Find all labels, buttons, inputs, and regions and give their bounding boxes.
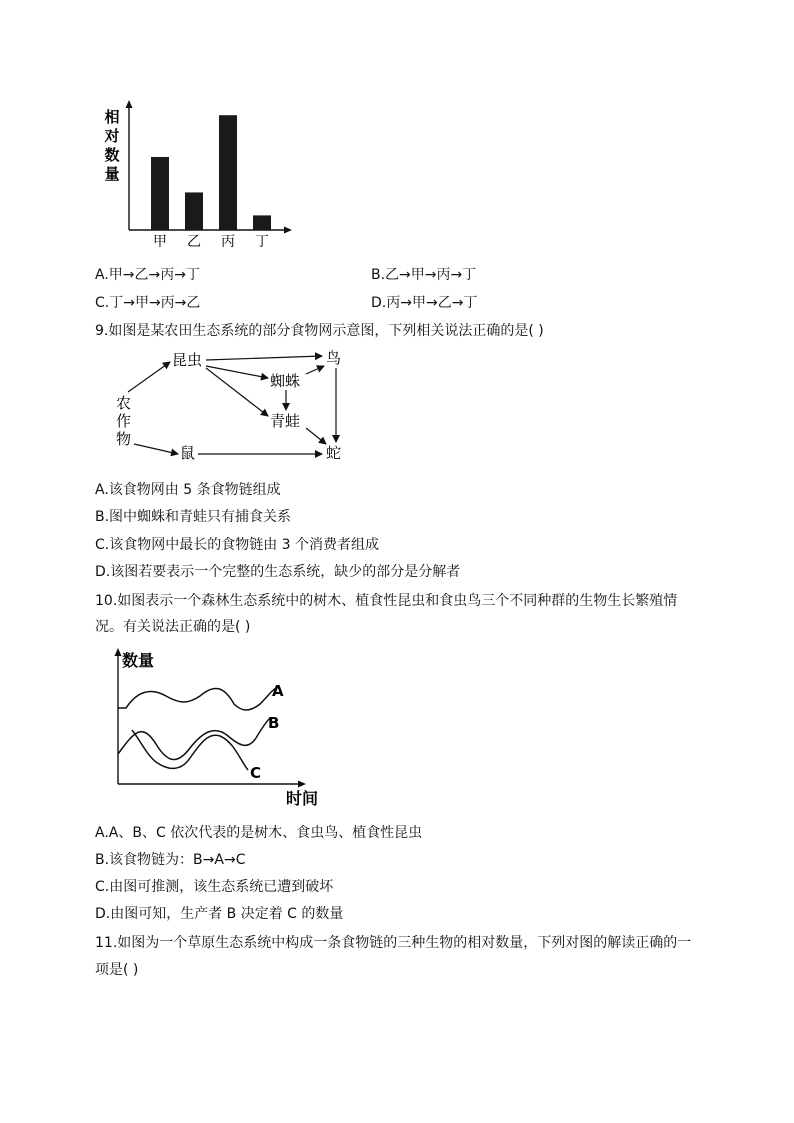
q10-curve-a-label: A [272,682,284,700]
q8-y-label-char-4: 量 [104,165,120,183]
q8-y-axis-arrow [126,100,133,108]
q9-arrow-spider-bird [306,366,324,374]
q8-y-label-char-2: 对 [104,127,120,145]
q9-arrow-crop-insect [128,362,170,392]
q8-x-axis-arrow [284,227,292,234]
q10-curve-c-label: C [250,764,262,782]
q8-bar-3 [219,115,237,230]
q8-bar-chart [95,100,315,250]
q8-category-label-3: 丙 [221,234,235,250]
q11-stem-line-1: 11.如图为一个草原生态系统中构成一条食物链的三种生物的相对数量，下列对图的解读正确的一 [95,935,692,951]
q9-stem: 9.如图是某农田生态系统的部分食物网示意图，下列相关说法正确的是( ) [95,323,544,339]
q8-option-b: B.乙→甲→丙→丁 [371,267,477,283]
q10-curve-b-label: B [268,714,280,732]
q8-option-c: C.丁→甲→丙→乙 [95,295,201,311]
q9-node-insect: 昆虫 [172,351,203,369]
q9-node-snake: 蛇 [326,444,342,462]
q9-option-b: B.图中蜘蛛和青蛙只有捕食关系 [95,509,292,525]
q10-stem-line-1: 10.如图表示一个森林生态系统中的树木、植食性昆虫和食虫鸟三个不同种群的生物生长繁殖情 [95,593,678,609]
q8-category-label-1: 甲 [153,234,167,250]
q10-population-graph [100,646,340,808]
q10-option-b: B.该食物链为：B→A→C [95,852,246,868]
q8-y-label-char-3: 数 [104,146,120,164]
q9-option-a: A.该食物网由 5 条食物链组成 [95,482,281,498]
q9-arrow-insect-spider [206,366,268,378]
q10-x-axis-arrow [298,781,306,788]
q10-option-a: A.A、B、C 依次代表的是树木、食虫鸟、植食性昆虫 [95,825,423,841]
q8-option-a: A.甲→乙→丙→丁 [95,267,200,283]
q9-node-mouse: 鼠 [180,444,196,462]
q9-arrow-insect-frog [206,368,268,416]
q9-node-crop-3: 物 [116,430,132,448]
q10-y-axis-arrow [115,648,122,656]
q10-x-axis-label: 时间 [286,789,319,808]
q8-option-d: D.丙→甲→乙→丁 [371,295,478,311]
q11-stem-line-2: 项是( ) [95,962,139,978]
q9-arrow-crop-mouse [134,444,178,454]
q8-bar-4 [253,215,271,230]
q8-category-label-2: 乙 [187,234,201,250]
q8-y-axis-label [103,108,119,183]
q10-curve-a [118,688,276,710]
q9-option-d: D.该图若要表示一个完整的生态系统，缺少的部分是分解者 [95,564,461,580]
q10-option-d: D.由图可知，生产者 B 决定着 C 的数量 [95,906,344,922]
q10-option-c: C.由图可推测，该生态系统已遭到破坏 [95,879,334,895]
q8-bar-2 [185,192,203,230]
q9-arrow-frog-snake [306,428,326,444]
q8-category-label-4: 丁 [255,234,269,250]
q10-stem-line-2: 况。有关说法正确的是( ) [95,619,251,635]
q9-node-crop-1: 农 [116,394,132,412]
q9-option-c: C.该食物网中最长的食物链由 3 个消费者组成 [95,537,380,553]
q9-food-web-diagram [110,346,370,466]
q9-node-bird: 鸟 [326,349,342,367]
q9-node-frog: 青蛙 [270,412,301,430]
q8-bar-1 [151,157,169,230]
q9-arrow-insect-bird [206,356,322,360]
q10-y-axis-label: 数量 [122,651,155,670]
q8-y-label-char-1: 相 [104,108,120,126]
q9-node-crop-2: 作 [116,412,132,430]
q9-node-spider: 蜘蛛 [270,372,301,390]
